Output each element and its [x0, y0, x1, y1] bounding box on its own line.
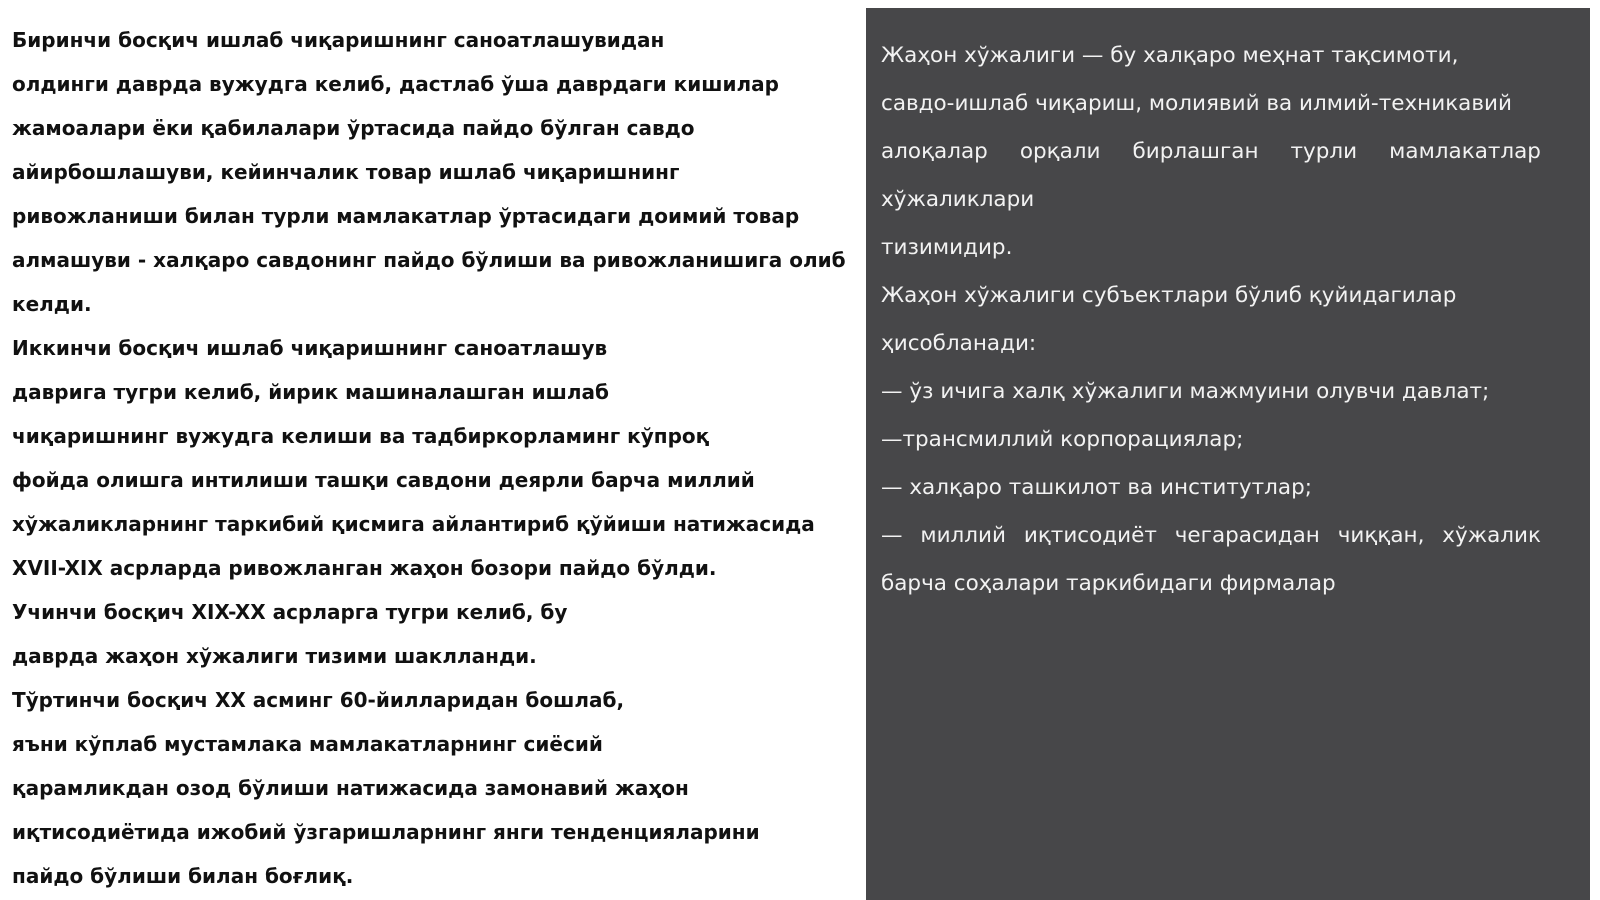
- text-line: олдинги даврда вужудга келиб, дастлаб ўша даврдаги кишилар: [12, 72, 779, 96]
- text-line: хўжаликларнинг таркибий қисмига айлантириб қўйиши натижасида: [12, 512, 815, 536]
- text-line: даврда жаҳон хўжалиги тизими шаклланди.: [12, 644, 537, 668]
- text-line: Учинчи босқич XIX-XX асрларга тугри келиб, бу: [12, 600, 568, 624]
- text-line: ривожланиши билан турли мамлакатлар ўртасидаги доимий товар: [12, 204, 800, 228]
- list-item: — халқаро ташкилот ва институтлар;: [881, 475, 1312, 500]
- text-line: пайдо бўлиши билан боғлиқ.: [12, 864, 354, 888]
- left-text-column: [12, 18, 846, 898]
- text-line: Биринчи босқич ишлаб чиқаришнинг саноатлашувидан: [12, 28, 665, 52]
- word: хўжалик: [1442, 523, 1541, 548]
- word: —: [881, 523, 903, 548]
- text-line: барча соҳалари таркибидаги фирмалар: [881, 571, 1336, 596]
- word: бирлашган: [1132, 139, 1259, 164]
- text-line: тизимидир.: [881, 235, 1013, 260]
- text-line: қарамликдан озод бўлиши натижасида замонавий жаҳон: [12, 776, 689, 800]
- text-line: айирбошлашуви, кейинчалик товар ишлаб чиқаришнинг: [12, 160, 680, 184]
- text-line: яъни кўплаб мустамлака мамлакатларнинг сиёсий: [12, 732, 603, 756]
- word: чегарасидан: [1174, 523, 1320, 548]
- word: орқали: [1019, 139, 1101, 164]
- word: мамлакатлар: [1389, 139, 1541, 164]
- text-line: ҳисобланади:: [881, 331, 1037, 356]
- text-line: хўжаликлари: [881, 187, 1035, 212]
- definition-text: [881, 32, 1541, 608]
- text-line: жамоалари ёки қабилалари ўртасида пайдо бўлган савдо: [12, 116, 695, 140]
- text-line: Тўртинчи босқич XX асминг 60-йилларидан бошлаб,: [12, 688, 625, 712]
- text-line: Иккинчи босқич ишлаб чиқаришнинг саноатлашув: [12, 336, 608, 360]
- justified-text-line: [881, 512, 1541, 560]
- word: алоқалар: [881, 139, 988, 164]
- text-line: Жаҳон хўжалиги — бу халқаро меҳнат тақсимоти,: [881, 43, 1459, 68]
- list-item: —трансмиллий корпорациялар;: [881, 427, 1244, 452]
- word: миллий: [920, 523, 1006, 548]
- text-line: Жаҳон хўжалиги субъектлари бўлиб қуйидагилар: [881, 283, 1457, 308]
- text-line: иқтисодиётида ижобий ўзгаришларнинг янги тенденцияларини: [12, 820, 760, 844]
- list-item: — ўз ичига халқ хўжалиги мажмуини олувчи давлат;: [881, 379, 1490, 404]
- text-line: XVII-XIX асрларда ривожланган жаҳон бозори пайдо бўлди.: [12, 556, 717, 580]
- word: чиққан,: [1337, 523, 1425, 548]
- justified-text-line: [881, 128, 1541, 176]
- text-line: даврига тугри келиб, йирик машиналашган ишлаб: [12, 380, 610, 404]
- text-line: савдо-ишлаб чиқариш, молиявий ва илмий-техникавий: [881, 91, 1512, 116]
- definition-panel: [866, 8, 1590, 900]
- text-line: чиқаришнинг вужудга келиши ва тадбиркорламинг кўпроқ: [12, 424, 710, 448]
- text-line: алмашуви - халқаро савдонинг пайдо бўлиши ва ривожланишига олиб: [12, 248, 846, 272]
- word: иқтисодиёт: [1023, 523, 1157, 548]
- text-line: келди.: [12, 292, 92, 316]
- word: турли: [1290, 139, 1358, 164]
- text-line: фойда олишга интилиши ташқи савдони деярли барча миллий: [12, 468, 755, 492]
